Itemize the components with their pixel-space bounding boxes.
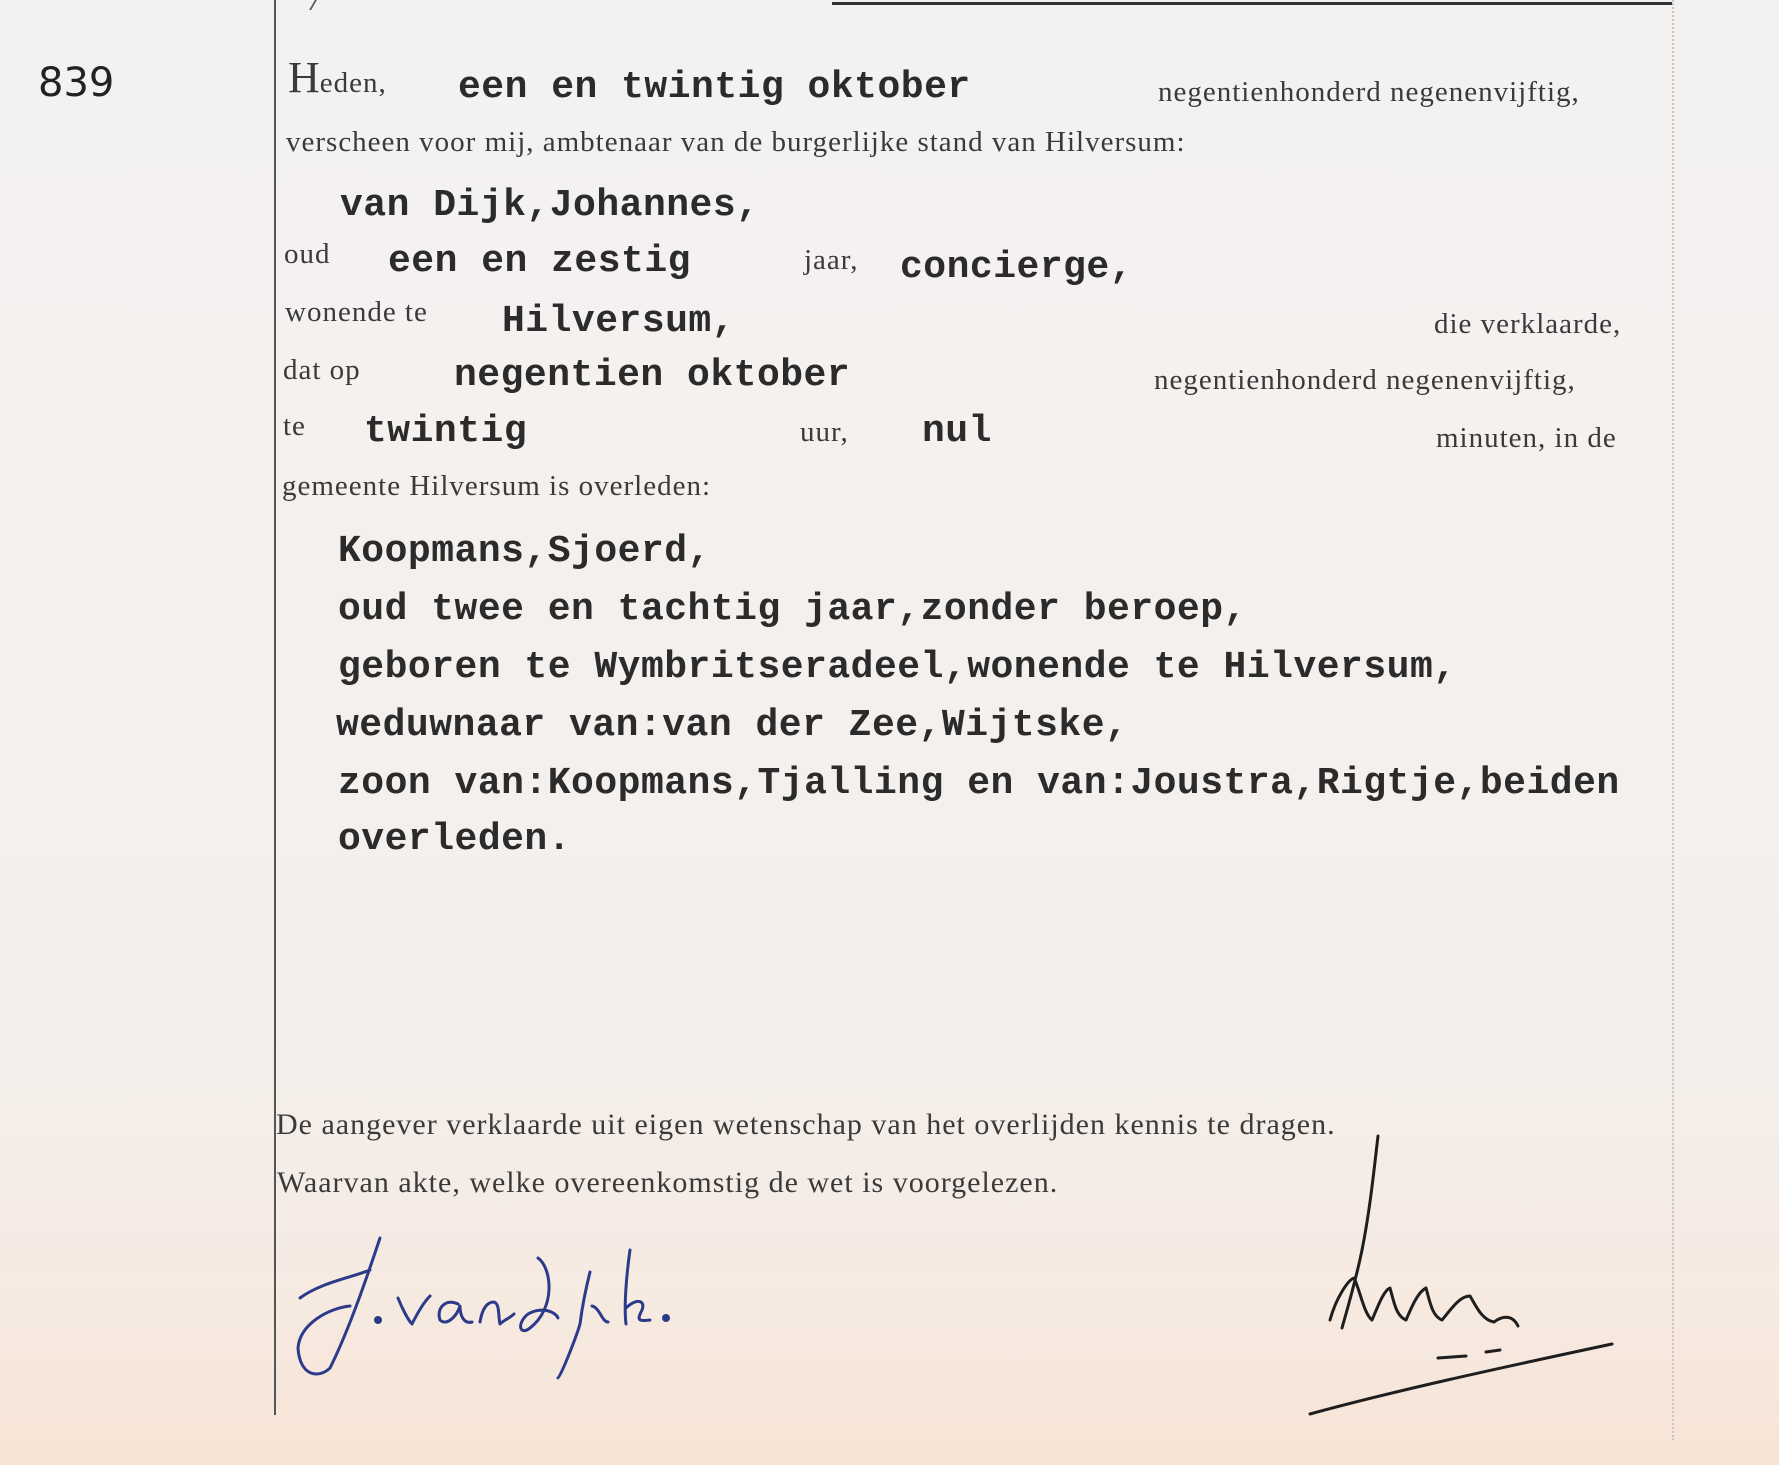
death-hour: twintig (364, 410, 528, 453)
death-minutes: nul (922, 410, 992, 453)
deceased-line: overleden. (338, 818, 572, 861)
heden-initial: H (288, 53, 320, 102)
record-number: 839 (38, 60, 115, 106)
deceased-line: oud twee en tachtig jaar,zonder beroep, (338, 588, 1247, 631)
right-margin-rule (1672, 0, 1674, 1440)
closing-line-2: Waarvan akte, welke overeenkomstig de wet is voorgelezen. (277, 1166, 1059, 1199)
declarant-age: een en zestig (388, 240, 691, 283)
death-date-label: dat op (283, 354, 361, 386)
closing-line-1: De aangever verklaarde uit eigen wetenschap van het overlijden kennis te dragen. (276, 1108, 1336, 1141)
declarant-name: van Dijk,Johannes, (340, 184, 760, 227)
declarant-occupation: concierge, (900, 246, 1134, 289)
deceased-line: weduwnaar van:van der Zee,Wijtske, (336, 704, 1129, 747)
heden-rest: eden, (319, 67, 387, 99)
typed-date: een en twintig oktober (458, 66, 971, 109)
death-date: negentien oktober (454, 354, 851, 397)
deceased-line: Koopmans,Sjoerd, (338, 530, 711, 573)
top-rule (832, 2, 1672, 5)
time-label: te (283, 410, 306, 442)
deceased-line: zoon van:Koopmans,Tjalling en van:Joustra,Rigtje,beiden (338, 762, 1620, 805)
declarant-residence: Hilversum, (502, 300, 736, 343)
corner-tick (309, 0, 325, 10)
death-year: negentienhonderd negenenvijftig, (1154, 364, 1576, 396)
left-margin-rule (274, 0, 276, 1415)
official-signature (1290, 1130, 1630, 1430)
minutes-label: minuten, in de (1436, 422, 1617, 454)
heden-label (288, 52, 387, 103)
declarant-signature (290, 1228, 710, 1388)
declared-label: die verklaarde, (1434, 308, 1622, 340)
hour-label: uur, (800, 416, 849, 448)
age-label: oud (284, 238, 331, 270)
years-label: jaar, (804, 244, 859, 276)
residence-label: wonende te (285, 296, 428, 328)
place-line: gemeente Hilversum is overleden: (282, 470, 712, 502)
appearance-line: verscheen voor mij, ambtenaar van de burgerlijke stand van Hilversum: (286, 126, 1186, 158)
year-line1: negentienhonderd negenenvijftig, (1158, 76, 1580, 108)
deceased-line: geboren te Wymbritseradeel,wonende te Hilversum, (338, 646, 1457, 689)
